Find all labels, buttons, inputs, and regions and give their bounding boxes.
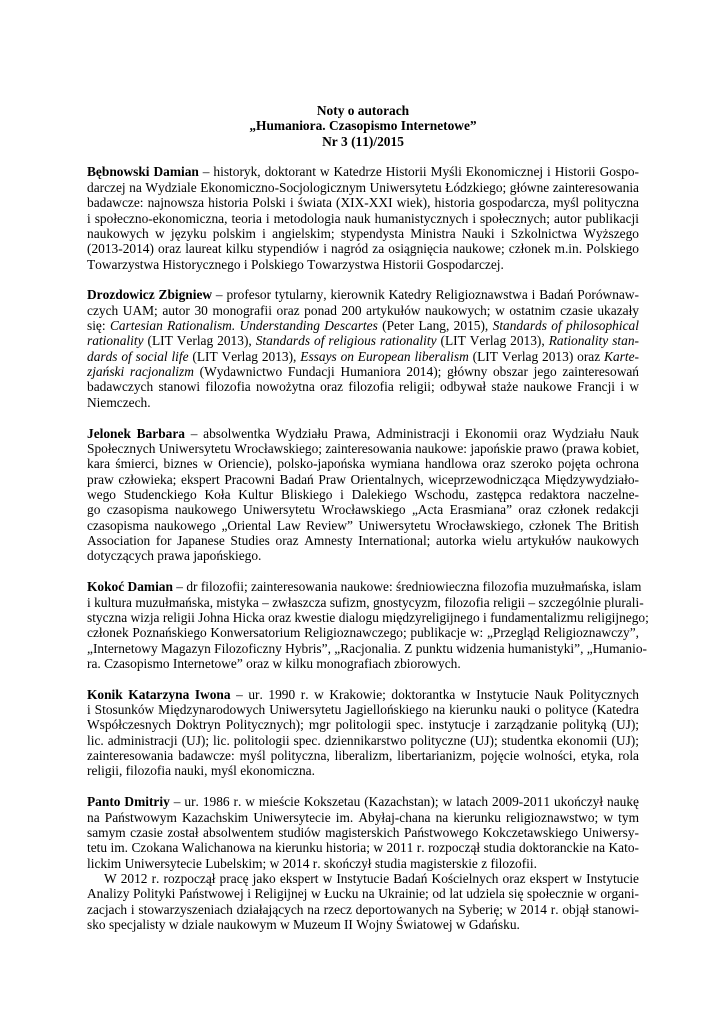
author-name: Drozdowicz Zbigniew xyxy=(87,287,213,303)
text-line xyxy=(87,226,639,241)
publication-title: Cartesian Rationalism. Understanding Descartes xyxy=(109,318,378,334)
text-run: Analizy Polityki Państwowej i Religijnej w Łucku na Ukrainie; od lat udziela się społecznie w organi- xyxy=(87,886,639,902)
text-run: na Państwowym Kazachskim Uniwersytecie im. Abyłaj-chana na kierunku religioznawstwo; w tym xyxy=(87,809,639,825)
text-line xyxy=(87,656,639,671)
text-line xyxy=(87,164,639,179)
publication-title: Essays on European liberalism xyxy=(300,348,469,364)
text-line xyxy=(87,195,639,210)
text-run: członek Poznańskiego Konwersatorium Religioznawczego; publikacje w: „Przegląd Religioznawczy”, xyxy=(87,625,639,641)
author-note xyxy=(87,287,639,410)
text-line xyxy=(87,810,639,825)
text-line xyxy=(87,533,639,548)
text-line xyxy=(87,364,639,379)
text-line xyxy=(87,287,639,302)
text-line xyxy=(87,763,639,778)
text-run: go czasopisma naukowego Uniwersytetu Wrocławskiego „Acta Erasmiana” oraz członek redakcji xyxy=(87,502,639,518)
text-line xyxy=(87,594,644,610)
text-run: praw człowieka; ekspert Pracowni Badań Praw Orientalnych, wiceprzewodnicząca Międzywydziało- xyxy=(87,471,639,487)
text-run: i Stosunków Międzynarodowych Uniwersytetu Jagiellońskiego na kierunku nauki o polityce (Katedra xyxy=(87,702,639,718)
text-line xyxy=(87,180,639,195)
author-name: Jelonek Barbara xyxy=(87,425,185,441)
text-line xyxy=(87,687,639,702)
text-line xyxy=(87,733,639,748)
author-name: Konik Katarzyna Iwona xyxy=(87,686,231,702)
text-line xyxy=(87,395,639,410)
text-run: i społeczno-ekonomiczna, teoria i metodologia nauk humanistycznych i społecznych; autor publikacji xyxy=(87,210,639,226)
author-note xyxy=(87,426,639,564)
text-line xyxy=(87,856,639,871)
text-run: – dr filozofii; zainteresowania naukowe: średniowieczna filozofia muzułmańska, islam xyxy=(172,579,642,595)
issue-number: Nr 3 (11)/2015 xyxy=(322,133,404,149)
text-line xyxy=(87,748,639,763)
title-block xyxy=(87,103,639,149)
text-run: (LIT Verlag 2013), xyxy=(436,333,549,349)
author-note-paragraph xyxy=(87,164,639,272)
author-note-paragraph xyxy=(87,426,639,564)
text-run: styczna wizja religii Johna Hicka oraz kwestie dialogu międzyreligijnego i fundamentalizmu religijnego; xyxy=(87,609,649,625)
text-run: (Wydawnictwo Fundacji Humaniora 2014); główny obszar jego zainteresowań xyxy=(193,364,639,380)
author-note xyxy=(87,687,639,779)
text-line xyxy=(87,472,639,487)
publication-title: zjański racjonalizm xyxy=(87,364,194,380)
text-line xyxy=(87,702,639,717)
text-line xyxy=(87,640,648,656)
text-line xyxy=(87,441,639,456)
text-line xyxy=(87,426,639,441)
text-line xyxy=(87,917,639,932)
text-line xyxy=(87,886,639,901)
text-run: badawcze: najnowsza historia Polski i świata (XIX-XXI wiek), historia gospodarcza, myśl polityczna xyxy=(87,195,639,211)
text-run: Niemczech. xyxy=(87,394,151,410)
text-line xyxy=(87,303,639,318)
text-line xyxy=(87,379,639,394)
text-line xyxy=(87,625,639,640)
text-run: lickim Uniwersytecie Lubelskim; w 2014 r. skończył studia magisterskie z filozofii. xyxy=(87,855,537,871)
text-run: samym czasie został absolwentem studiów magisterskich Państwowego Kokczetawskiego Uniwersy- xyxy=(87,824,639,840)
publication-title: dards of social life xyxy=(87,348,189,364)
text-line xyxy=(87,318,639,333)
author-note xyxy=(87,794,639,932)
text-line xyxy=(87,518,639,533)
author-name: Bębnowski Damian xyxy=(87,164,199,180)
text-run: Współczesnych Doktryn Politycznych); mgr politologii spec. instytucje i zarządzanie polityką (UJ); xyxy=(87,717,639,733)
text-run: – historyk, doktorant w Katedrze Historii Myśli Ekonomicznej i Historii Gospo- xyxy=(198,164,639,180)
text-run: (LIT Verlag 2013) oraz xyxy=(468,348,605,364)
author-name: Kokoć Damian xyxy=(87,579,173,595)
author-note-paragraph xyxy=(87,687,639,779)
text-line xyxy=(87,717,639,732)
text-run: się: xyxy=(87,318,110,334)
text-line xyxy=(87,548,639,563)
publication-title: Rationality stan- xyxy=(548,333,639,349)
text-run: naukowych w języku polskim i angielskim; stypendysta Ministra Nauki i Szkolnictwa Wyższego xyxy=(87,225,639,241)
publication-title: rationality xyxy=(87,333,144,349)
text-run: zacjach i stowarzyszeniach działających na rzecz deportowanych na Syberię; w 2014 r. objął stanowi- xyxy=(87,901,639,917)
text-run: W 2012 r. rozpoczął pracę jako ekspert w Instytucie Badań Kościelnych oraz ekspert w Instytucie xyxy=(104,870,639,886)
author-note-paragraph xyxy=(87,287,639,410)
text-line xyxy=(87,456,639,471)
text-run: czych UAM; autor 30 monografii oraz ponad 200 artykułów naukowych; w ostatnim czasie ukazały xyxy=(87,302,639,318)
author-note xyxy=(87,579,649,671)
text-run: Association for Japanese Studies oraz Amnesty International; autorka wielu artykułów naukowych xyxy=(87,533,639,549)
text-run: badawczych stanowi filozofia nowożytna oraz filozofia religii; odbywał staże naukowe Francji i w xyxy=(87,379,639,395)
text-line xyxy=(87,502,639,517)
text-run: (Peter Lang, 2015), xyxy=(377,318,493,334)
text-line xyxy=(87,257,639,272)
text-run: – ur. 1990 r. w Krakowie; doktorantka w Instytucie Nauk Politycznych xyxy=(230,686,639,702)
page-title: Noty o autorach xyxy=(316,103,410,118)
text-run: (LIT Verlag 2013), xyxy=(188,348,301,364)
text-line xyxy=(87,902,639,917)
text-run: tetu im. Czokana Walichanowa na kierunku historia; w 2011 r. rozpoczął studia doktoranckie na Kato- xyxy=(87,840,639,856)
text-line xyxy=(87,487,639,502)
author-name: Panto Dmitriy xyxy=(87,794,170,810)
text-run: i kultura muzułmańska, mistyka – zwłaszcza sufizm, gnostycyzm, filozofia religii – szczególnie plurali- xyxy=(87,594,644,610)
text-run: dotyczących prawa japońskiego. xyxy=(87,548,262,564)
text-run: ra. Czasopismo Internetowe” oraz w kilku monografiach zbiorowych. xyxy=(87,655,461,671)
text-run: sko specjalisty w dziale naukowym w Muzeum II Wojny Światowej w Gdańsku. xyxy=(87,917,520,933)
publication-title: Karte- xyxy=(604,348,639,364)
text-run: lic. administracji (UJ); lic. politologii spec. dziennikarstwo polityczne (UJ); studentka ekonomii (UJ); xyxy=(87,732,639,748)
text-line xyxy=(87,579,642,595)
text-run: czasopisma naukowego „Oriental Law Review” Uniwersytetu Wrocławskiego, członek The British xyxy=(87,517,639,533)
text-run: Towarzystwa Historycznego i Polskiego Towarzystwa Historii Gospodarczej. xyxy=(87,256,504,272)
text-run: kara śmierci, biznes w Oriencie), polsko-japońska wymiana handlowa oraz szeroko pojęta ochrona xyxy=(87,456,639,472)
text-run: (2013-2014) oraz laureat kilku stypendiów i nagród za osiągnięcia naukowe; członek m.in. Polskiego xyxy=(87,241,639,257)
publication-title: Standards of philosophical xyxy=(492,318,639,334)
text-run: darczej na Wydziale Ekonomiczno-Socjologicznym Uniwersytetu Łódzkiego; główne zainteresowania xyxy=(87,179,639,195)
text-run: religii, filozofia nauki, myśl ekonomiczna. xyxy=(87,763,315,779)
text-run: (LIT Verlag 2013), xyxy=(143,333,256,349)
text-run: wego Studenckiego Koła Kultur Bliskiego i Dalekiego Wschodu, zastępca redaktora naczelne- xyxy=(87,486,639,502)
text-run: – ur. 1986 r. w mieście Kokszetau (Kazachstan); w latach 2009-2011 ukończył naukę xyxy=(169,794,639,810)
text-run: „Internetowy Magazyn Filozoficzny Hybris”, „Racjonalia. Z punktu widzenia humanistyki”, „Humanio- xyxy=(87,640,648,656)
author-note-paragraph xyxy=(87,871,639,932)
author-note-paragraph xyxy=(87,794,639,871)
text-run: Społecznych Uniwersytetu Wrocławskiego; zainteresowania naukowe: japońskie prawo (prawa kobiet, xyxy=(87,440,640,456)
text-line xyxy=(87,840,639,855)
author-note-paragraph xyxy=(87,579,649,671)
text-line xyxy=(87,794,639,809)
text-run: zainteresowania badawcze: myśl polityczna, liberalizm, libertarianizm, pojęcie wolności, etyka, rola xyxy=(87,748,639,764)
text-line xyxy=(87,349,639,364)
text-line xyxy=(87,871,639,886)
text-line xyxy=(87,333,639,348)
text-run: – profesor tytularny, kierownik Katedry Religioznawstwa i Badań Porównaw- xyxy=(212,287,639,303)
text-line xyxy=(87,825,639,840)
author-notes-list xyxy=(87,164,649,933)
text-line xyxy=(87,609,649,625)
author-note xyxy=(87,164,639,272)
text-run: – absolwentka Wydziału Prawa, Administracji i Ekonomii oraz Wydziału Nauk xyxy=(184,425,640,441)
text-line xyxy=(87,241,639,256)
journal-name: „Humaniora. Czasopismo Internetowe” xyxy=(249,118,477,134)
publication-title: Standards of religious rationality xyxy=(255,333,437,349)
text-line xyxy=(87,211,639,226)
